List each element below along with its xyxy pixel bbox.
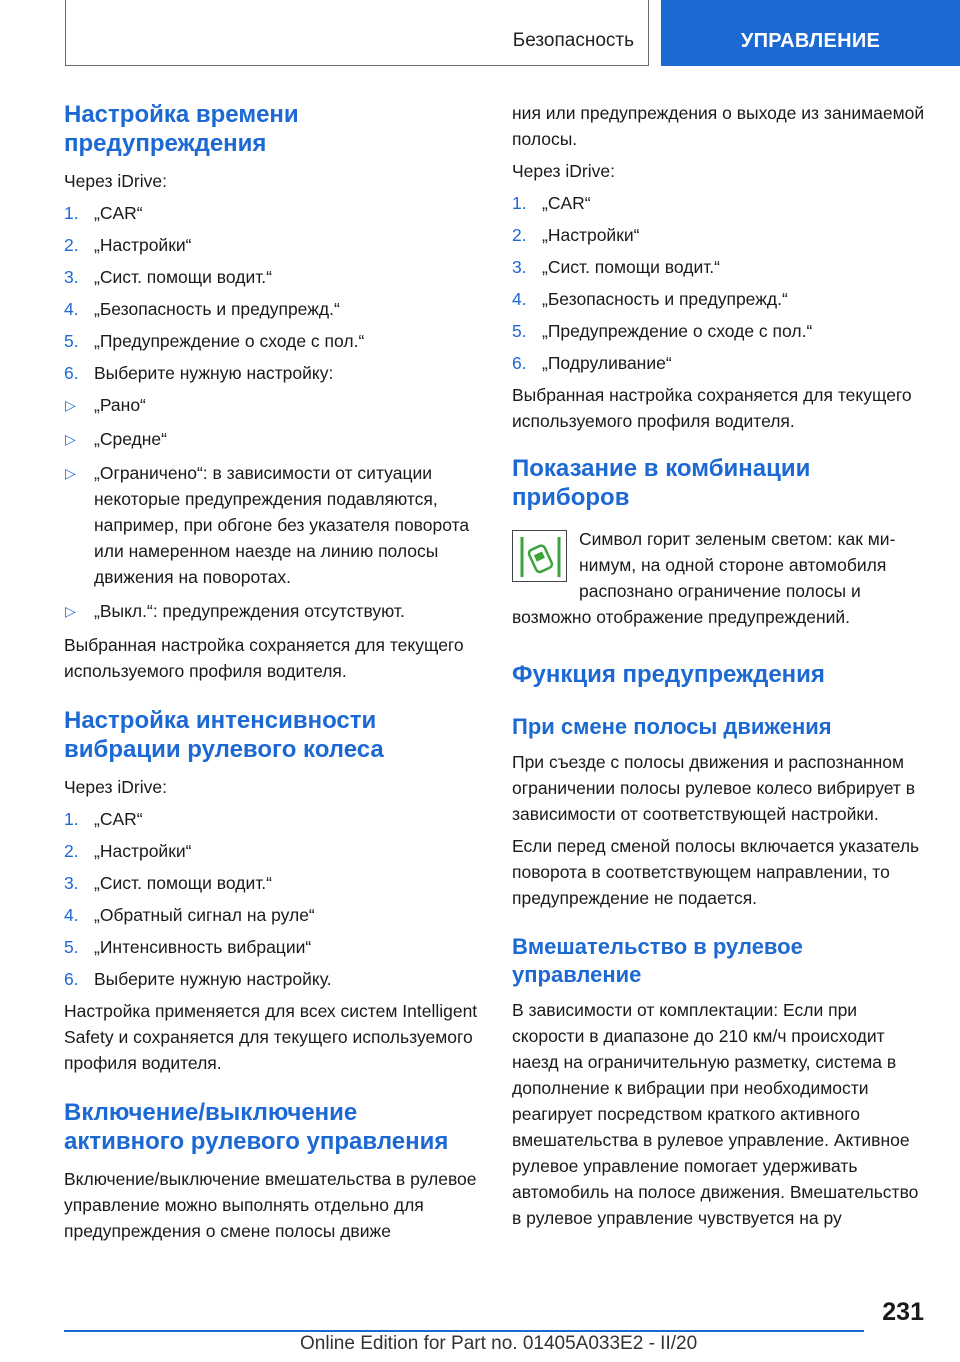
- warning-time-note: Выбранная настройка сохраняется для текущего используемого профиля водителя.: [64, 635, 464, 681]
- warning-time-via: Через iDrive:: [64, 171, 167, 191]
- option-text: „Ограничено“: в зависимости от ситуации некоторые предупреждения подавляются, например, при обгоне без указателя поворота или намеренном наезде на линию полосы движения на поворотах.: [94, 463, 470, 587]
- step-text: „Настройки“: [94, 235, 192, 255]
- active-steering-cont: ния или предупреждения о выходе из занимаемой полосы.: [512, 103, 925, 149]
- step-number: 1.: [64, 203, 79, 223]
- footer-divider: [64, 1330, 864, 1332]
- triangle-bullet-icon: ▷: [65, 397, 76, 413]
- list-item: [64, 806, 480, 832]
- step-number: 4.: [512, 289, 527, 309]
- step-number: 5.: [64, 937, 79, 957]
- list-item: [64, 870, 480, 896]
- triangle-bullet-icon: ▷: [65, 603, 76, 619]
- list-item: [64, 460, 480, 590]
- list-item: [64, 838, 480, 864]
- option-text: „Рано“: [94, 395, 146, 415]
- step-number: 3.: [64, 873, 79, 893]
- vibration-title: Настройка интенсивности вибрации рулевого колеса: [64, 707, 384, 763]
- header-chapter-label: УПРАВЛЕНИЕ: [740, 30, 881, 52]
- step-number: 6.: [64, 969, 79, 989]
- list-item: [64, 232, 480, 258]
- list-item: [64, 598, 480, 624]
- lane-departure-icon: [512, 530, 567, 582]
- step-text: „Обратный сигнал на руле“: [94, 905, 315, 925]
- step-text: „Сист. помощи водит.“: [542, 257, 720, 277]
- triangle-bullet-icon: ▷: [65, 465, 76, 481]
- step-text: Выберите нужную настройку:: [94, 363, 334, 383]
- step-text: „Безопасность и предупрежд.“: [542, 289, 788, 309]
- cluster-display-text: Символ горит зеленым светом: как минимум, на одной стороне автомобиля распознано ограничение полосы и возможно отображение предупреждений.: [512, 529, 896, 627]
- steering-intervention-title: Вмешательство в рулевое управление: [512, 934, 803, 987]
- step-number: 2.: [64, 235, 79, 255]
- step-text: „CAR“: [94, 809, 143, 829]
- step-number: 6.: [512, 353, 527, 373]
- step-text: „Предупреждение о сходе с пол.“: [94, 331, 365, 351]
- list-item: [512, 222, 930, 248]
- step-number: 2.: [64, 841, 79, 861]
- active-steering-steps: [512, 190, 930, 376]
- active-steering-via: Через iDrive:: [512, 161, 615, 181]
- lane-change-p2: Если перед сменой полосы включается указатель поворота в соответствующем направлении, то предупреждение не подается.: [512, 836, 920, 908]
- step-text: „Настройки“: [542, 225, 640, 245]
- triangle-bullet-icon: ▷: [65, 431, 76, 447]
- header-section-label: Безопасность: [512, 30, 634, 51]
- step-number: 5.: [512, 321, 527, 341]
- list-item: [64, 296, 480, 322]
- footer-edition: Online Edition for Part no. 01405A033E2 - II/20: [300, 1333, 698, 1354]
- step-text: „CAR“: [542, 193, 591, 213]
- step-number: 5.: [64, 331, 79, 351]
- warning-time-title: Настройка времени предупреждения: [64, 101, 299, 157]
- step-number: 1.: [512, 193, 527, 213]
- step-number: 4.: [64, 905, 79, 925]
- option-text: „Выкл.“: предупреждения отсутствуют.: [94, 601, 405, 621]
- warning-time-options: [64, 392, 480, 624]
- step-text: „Безопасность и предупрежд.“: [94, 299, 340, 319]
- option-text: „Средне“: [94, 429, 167, 449]
- step-number: 3.: [64, 267, 79, 287]
- list-item: [512, 318, 930, 344]
- page-number: 231: [882, 1298, 924, 1326]
- steering-intervention-p1: В зависимости от комплектации: Если при скорости в диапазоне до 210 км/ч происходит наезд на ограничительную разметку, система в дополнение к вибрации при необходимости реагирует посредством краткого активного вмешательства в рулевое управление. Активное рулевое управление помогает удерживать автомобиль на полосе движения. Вмешательство в рулевое управление чувствуется на ру: [512, 1000, 919, 1228]
- vibration-steps: [64, 806, 480, 992]
- cluster-display-title: Показание в комбинации приборов: [512, 455, 811, 511]
- left-column: [64, 100, 480, 1244]
- step-number: 2.: [512, 225, 527, 245]
- list-item: [64, 902, 480, 928]
- active-steering-title: Включение/выключение активного рулевого управления: [64, 1099, 449, 1155]
- vibration-note: Настройка применяется для всех систем Intelligent Safety и сохраняется для текущего используемого профиля водителя.: [64, 1001, 478, 1073]
- step-text: „Сист. помощи водит.“: [94, 873, 272, 893]
- step-text: „Подруливание“: [542, 353, 672, 373]
- step-number: 4.: [64, 299, 79, 319]
- step-text: „CAR“: [94, 203, 143, 223]
- list-item: [64, 934, 480, 960]
- step-number: 1.: [64, 809, 79, 829]
- right-column: [512, 100, 930, 1231]
- step-number: 3.: [512, 257, 527, 277]
- step-text: Выберите нужную настройку.: [94, 969, 332, 989]
- active-steering-text: Включение/выключение вмешательства в рулевое управление можно выполнять отдельно для предупреждения о смене полосы движе: [64, 1169, 477, 1241]
- list-item: [64, 200, 480, 226]
- list-item: [512, 350, 930, 376]
- list-item: [64, 426, 480, 452]
- active-steering-note: Выбранная настройка сохраняется для текущего используемого профиля водителя.: [512, 385, 912, 431]
- list-item: [512, 286, 930, 312]
- list-item: [64, 328, 480, 354]
- list-item: [64, 966, 480, 992]
- list-item: [512, 190, 930, 216]
- vibration-via: Через iDrive:: [64, 777, 167, 797]
- header-chapter-tab: [661, 0, 960, 66]
- step-text: „Настройки“: [94, 841, 192, 861]
- header-section-box: [65, 0, 649, 66]
- warning-time-steps: [64, 200, 480, 386]
- step-text: „Интенсивность вибрации“: [94, 937, 312, 957]
- list-item: [512, 254, 930, 280]
- list-item: [64, 392, 480, 418]
- warning-function-title: Функция предупреждения: [512, 661, 825, 688]
- cluster-display-block: [512, 526, 930, 630]
- list-item: [64, 360, 480, 386]
- step-text: „Сист. помощи водит.“: [94, 267, 272, 287]
- lane-change-title: При смене полосы движения: [512, 714, 832, 739]
- lane-change-p1: При съезде с полосы движения и распознанном ограничении полосы рулевое колесо вибрирует в зависимости от соответствующей настройки.: [512, 752, 916, 824]
- list-item: [64, 264, 480, 290]
- step-text: „Предупреждение о сходе с пол.“: [542, 321, 813, 341]
- step-number: 6.: [64, 363, 79, 383]
